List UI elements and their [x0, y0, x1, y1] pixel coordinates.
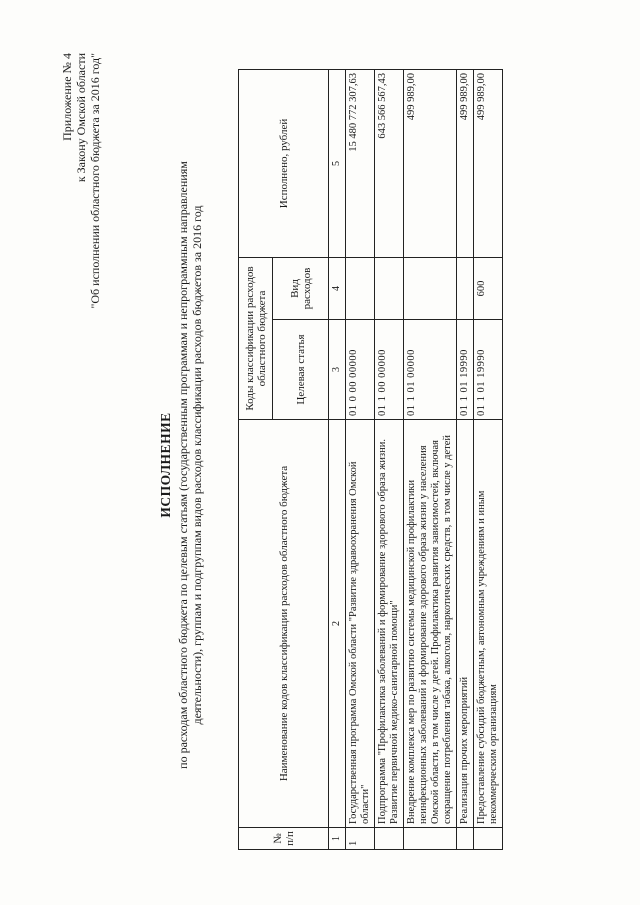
appendix-note: [60, 53, 102, 309]
col-number: 2: [329, 420, 346, 828]
row-name: Реализация прочих мероприятий: [457, 420, 474, 828]
row-target-code: 01 1 01 19990: [474, 320, 503, 420]
row-expense-type: 600: [474, 257, 503, 319]
row-amount: 499 989,00: [474, 69, 503, 257]
row-target-code: 01 1 01 19990: [457, 320, 474, 420]
row-target-code: 01 1 01 00000: [404, 320, 457, 420]
row-amount: 499 989,00: [404, 69, 457, 257]
table-row: [346, 69, 375, 849]
table-row: [404, 69, 457, 849]
document-title: ИСПОЛНЕНИЕ: [158, 412, 173, 518]
col-number: 4: [329, 257, 346, 319]
row-num: [474, 828, 503, 850]
table-row: [457, 69, 474, 849]
table-row: [474, 69, 503, 849]
row-num: [457, 828, 474, 850]
row-amount: 15 480 772 307,63: [346, 69, 375, 257]
appendix-line-1: Приложение № 4: [60, 53, 74, 141]
header-num: № п/п: [239, 828, 329, 850]
header-name: Наименование кодов классификации расходов областного бюджета: [239, 420, 329, 828]
table-row: [375, 69, 404, 849]
col-number: 1: [329, 828, 346, 850]
row-num: 1: [346, 828, 375, 850]
appendix-line-2: к Закону Омской области: [74, 53, 88, 183]
header-type: Вид расходов: [273, 257, 329, 319]
header-target: Целевая статья: [273, 320, 329, 420]
subtitle-line-2: деятельности), группам и подгруппам видов расходов классификации расходов бюджетов за 2016 год: [190, 205, 204, 725]
row-name: Внедрение комплекса мер по развитию системы медицинской профилактики неинфекционных заболеваний и формирование здорового образа жизни у населения Омской области, в том числе у детей. Профилактика развития зависимостей, включая сокращение потребления табака, алкоголя, наркотических средств, в том числе у детей: [404, 420, 457, 828]
row-expense-type: [404, 257, 457, 319]
col-number: 3: [329, 320, 346, 420]
row-name: Государственная программа Омской области "Развитие здравоохранения Омской области": [346, 420, 375, 828]
column-number-row: [329, 69, 346, 849]
row-name: Предоставление субсидий бюджетным, автономным учреждениям и иным некоммерческим организациям: [474, 420, 503, 828]
col-number: 5: [329, 69, 346, 257]
row-amount: 643 566 567,43: [375, 69, 404, 257]
budget-table: [238, 69, 503, 850]
subtitle-line-1: по расходам областного бюджета по целевым статьям (государственным программам и непрограммным направлениям: [176, 161, 190, 769]
row-target-code: 01 1 00 00000: [375, 320, 404, 420]
row-target-code: 01 0 00 00000: [346, 320, 375, 420]
row-expense-type: [375, 257, 404, 319]
row-expense-type: [346, 257, 375, 319]
row-name: Подпрограмма "Профилактика заболеваний и формирование здорового образа жизни. Развитие первичной медико-санитарной помощи": [375, 420, 404, 828]
header-codes: Коды классификации расходов областного бюджета: [239, 257, 273, 419]
row-num: [375, 828, 404, 850]
document-subtitle: [176, 85, 204, 845]
appendix-line-3: "Об исполнении областного бюджета за 2016 год": [88, 53, 102, 309]
row-num: [404, 828, 457, 850]
row-amount: 499 989,00: [457, 69, 474, 257]
header-amount: Исполнено, рублей: [239, 69, 329, 257]
row-expense-type: [457, 257, 474, 319]
